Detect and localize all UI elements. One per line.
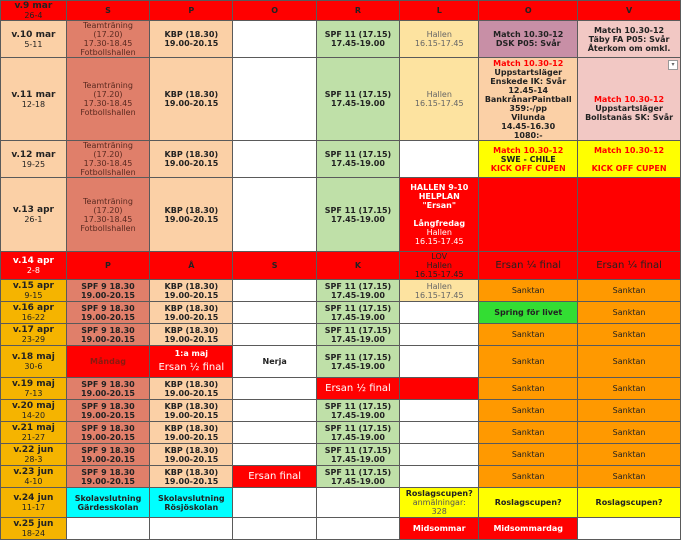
wednesday-cell: Nerja: [233, 346, 316, 378]
wednesday-cell: [233, 400, 316, 422]
sunday-cell: Sanktan: [578, 280, 681, 302]
thursday-cell: SPF 11 (17.15) 17.45-19.00: [316, 58, 399, 141]
holiday-label: 1:a maj: [174, 349, 209, 358]
saturday-cell: Sanktan: [479, 324, 578, 346]
match-time: Match 10.30-12: [493, 58, 564, 68]
day-header-7: V: [578, 1, 681, 21]
week-cell: v.20 maj 14-20: [1, 400, 67, 422]
week-row: [1, 21, 681, 58]
day-header-6: O: [479, 1, 578, 21]
thursday-cell: SPF 11 (17.15) 17.45-19.00: [316, 141, 399, 178]
cup-name: KICK OFF CUPEN: [490, 163, 566, 173]
monday-cell: SPF 9 18.30 19.00-20.15: [66, 466, 149, 488]
monday-cell: Teamträning (17.20) 17.30-18.45 Fotbollshallen: [66, 58, 149, 141]
day-header-1: P: [66, 252, 149, 280]
tuesday-cell: KBP (18.30) 19.00-20.15: [150, 422, 233, 444]
week-row: [1, 346, 681, 378]
friday-cell: [400, 378, 479, 400]
week-cell: v.19 maj 7-13: [1, 378, 67, 400]
saturday-cell: Sanktan: [479, 378, 578, 400]
monday-cell: SPF 9 18.30 19.00-20.15: [66, 422, 149, 444]
saturday-cell: Sanktan: [479, 466, 578, 488]
sunday-cell: [578, 141, 681, 178]
cup-name: KICK OFF CUPEN: [591, 163, 667, 173]
sunday-cell: Roslagscupen?: [578, 488, 681, 518]
tuesday-cell: KBP (18.30) 19.00-20.15: [150, 444, 233, 466]
wednesday-cell: [233, 302, 316, 324]
friday-cell: [400, 324, 479, 346]
week-cell: v.10 mar 5-11: [1, 21, 67, 58]
thursday-cell: SPF 11 (17.15) 17.45-19.00: [316, 280, 399, 302]
sunday-cell: Sanktan: [578, 378, 681, 400]
saturday-cell: [479, 58, 578, 141]
thursday-cell: SPF 11 (17.15) 17.45-19.00: [316, 400, 399, 422]
week-row: [1, 378, 681, 400]
saturday-cell: Midsommardag: [479, 518, 578, 540]
friday-cell: [400, 302, 479, 324]
tuesday-cell: Skolavslutning Rösjöskolan: [150, 488, 233, 518]
week-cell: v.17 apr 23-29: [1, 324, 67, 346]
week-row: [1, 302, 681, 324]
wednesday-cell: [233, 422, 316, 444]
wednesday-cell: [233, 378, 316, 400]
week-cell: v.13 apr 26-1: [1, 178, 67, 252]
thursday-cell: SPF 11 (17.15) 17.45-19.00: [316, 422, 399, 444]
monday-cell: [66, 518, 149, 540]
saturday-cell: Sanktan: [479, 346, 578, 378]
tuesday-cell: KBP (18.30) 19.00-20.15: [150, 21, 233, 58]
week-row: [1, 400, 681, 422]
friday-cell: [400, 444, 479, 466]
sunday-cell: Sanktan: [578, 400, 681, 422]
event-details: Uppstartsläger Enskede IK: Svår 12.45-14 BankrånarPaintball 359:-/pp Vilunda 14.45-16.30 1080:-: [484, 67, 572, 140]
saturday-cell: Sanktan: [479, 444, 578, 466]
monday-cell: SPF 9 18.30 19.00-20.15: [66, 444, 149, 466]
thursday-cell: [316, 488, 399, 518]
thursday-cell: SPF 11 (17.15) 17.45-19.00: [316, 178, 399, 252]
week-cell: v.15 apr 9-15: [1, 280, 67, 302]
week-cell: v.14 apr 2-8: [1, 252, 67, 280]
monday-cell: Teamträning (17.20) 17.30-18.45 Fotbollshallen: [66, 178, 149, 252]
wednesday-cell: [233, 178, 316, 252]
tuesday-cell: KBP (18.30) 19.00-20.15: [150, 324, 233, 346]
friday-cell: [400, 346, 479, 378]
thursday-cell: [316, 518, 399, 540]
sunday-cell: Sanktan: [578, 422, 681, 444]
sunday-cell: Match 10.30-12 Täby FA P05: Svår Återkom om omkl.: [578, 21, 681, 58]
wednesday-cell: [233, 444, 316, 466]
day-header-3: S: [233, 252, 316, 280]
friday-cell: [400, 178, 479, 252]
thursday-cell: SPF 11 (17.15) 17.45-19.00: [316, 466, 399, 488]
week-row: [1, 58, 681, 141]
monday-cell: Måndag: [66, 346, 149, 378]
tuesday-cell: KBP (18.30) 19.00-20.15: [150, 400, 233, 422]
monday-cell: SPF 9 18.30 19.00-20.15: [66, 324, 149, 346]
friday-cell: [400, 400, 479, 422]
day-header-6: Ersan ¼ final: [479, 252, 578, 280]
thursday-cell: SPF 11 (17.15) 17.45-19.00: [316, 21, 399, 58]
monday-cell: Teamträning (17.20) 17.30-18.45 Fotbollshallen: [66, 141, 149, 178]
week-row: [1, 178, 681, 252]
thursday-cell: SPF 11 (17.15) 17.45-19.00: [316, 324, 399, 346]
event-title: HALLEN 9-10 HELPLAN "Ersan" Långfredag: [410, 183, 469, 228]
match-time: Match 10.30-12: [593, 145, 665, 155]
wednesday-cell: [233, 518, 316, 540]
day-header-2: P: [150, 1, 233, 21]
sunday-cell: Sanktan: [578, 324, 681, 346]
saturday-cell: Roslagscupen?: [479, 488, 578, 518]
tuesday-cell: KBP (18.30) 19.00-20.15: [150, 466, 233, 488]
tuesday-cell: KBP (18.30) 19.00-20.15: [150, 378, 233, 400]
week-cell: v.22 jun 28-3: [1, 444, 67, 466]
wednesday-cell: [233, 280, 316, 302]
day-header-7: Ersan ¼ final: [578, 252, 681, 280]
day-header-4: R: [316, 1, 399, 21]
tuesday-cell: KBP (18.30) 19.00-20.15: [150, 141, 233, 178]
tuesday-cell: KBP (18.30) 19.00-20.15: [150, 302, 233, 324]
monday-cell: SPF 9 18.30 19.00-20.15: [66, 378, 149, 400]
day-header-2: Å: [150, 252, 233, 280]
thursday-cell: SPF 11 (17.15) 17.45-19.00: [316, 302, 399, 324]
week-cell: v.25 jun 18-24: [1, 518, 67, 540]
match-time: Match 10.30-12: [593, 94, 665, 104]
header-row: [1, 1, 681, 21]
wednesday-cell: [233, 141, 316, 178]
saturday-cell: Sanktan: [479, 422, 578, 444]
sunday-cell: [578, 518, 681, 540]
wednesday-cell: [233, 21, 316, 58]
friday-cell: Hallen 16.15-17.45: [400, 58, 479, 141]
sunday-cell: Sanktan: [578, 466, 681, 488]
week-row: [1, 324, 681, 346]
saturday-cell: Match 10.30-12 DSK P05: Svår: [479, 21, 578, 58]
week-row: [1, 518, 681, 540]
monday-cell: Teamträning (17.20) 17.30-18.45 Fotbollshallen: [66, 21, 149, 58]
day-header-5: LOV Hallen 16.15-17.45: [400, 252, 479, 280]
day-header-4: K: [316, 252, 399, 280]
match-time: Match 10.30-12: [493, 145, 564, 155]
tuesday-cell: [150, 346, 233, 378]
sunday-cell: Sanktan: [578, 302, 681, 324]
saturday-cell: Sanktan: [479, 280, 578, 302]
wednesday-cell: Ersan final: [233, 466, 316, 488]
thursday-cell: Ersan ½ final: [316, 378, 399, 400]
tuesday-cell: KBP (18.30) 19.00-20.15: [150, 280, 233, 302]
day-header-3: O: [233, 1, 316, 21]
week-cell: v.23 jun 4-10: [1, 466, 67, 488]
sunday-cell: Sanktan: [578, 346, 681, 378]
friday-cell: Hallen 16.15-17.45: [400, 280, 479, 302]
tuesday-cell: KBP (18.30) 19.00-20.15: [150, 58, 233, 141]
monday-cell: SPF 9 18.30 19.00-20.15: [66, 280, 149, 302]
thursday-cell: SPF 11 (17.15) 17.45-19.00: [316, 346, 399, 378]
event-details: SWE - CHILE: [500, 154, 556, 164]
friday-cell: Midsommar: [400, 518, 479, 540]
wednesday-cell: [233, 488, 316, 518]
tuesday-cell: [150, 518, 233, 540]
week-row: [1, 280, 681, 302]
sunday-cell: Sanktan: [578, 444, 681, 466]
saturday-cell: Spring för livet: [479, 302, 578, 324]
week-row: [1, 444, 681, 466]
week-row: [1, 141, 681, 178]
friday-cell: [400, 422, 479, 444]
saturday-cell: [479, 178, 578, 252]
sunday-cell: [578, 178, 681, 252]
tuesday-cell: KBP (18.30) 19.00-20.15: [150, 178, 233, 252]
event-title: Ersan ½ final: [158, 362, 225, 373]
week-cell: v.9 mar 26-4: [1, 1, 67, 21]
monday-cell: Skolavslutning Gärdesskolan: [66, 488, 149, 518]
week-cell: v.21 maj 21-27: [1, 422, 67, 444]
week-row: [1, 422, 681, 444]
event-details: Uppstartsläger Bollstanäs SK: Svår: [585, 103, 674, 122]
week-cell: v.24 jun 11-17: [1, 488, 67, 518]
week-row: [1, 466, 681, 488]
header-row: [1, 252, 681, 280]
week-row: [1, 488, 681, 518]
saturday-cell: Sanktan: [479, 400, 578, 422]
friday-cell: Hallen 16.15-17.45: [400, 21, 479, 58]
week-cell: v.11 mar 12-18: [1, 58, 67, 141]
event-title: Roslagscupen?: [405, 489, 473, 498]
week-cell: v.12 mar 19-25: [1, 141, 67, 178]
monday-cell: SPF 9 18.30 19.00-20.15: [66, 302, 149, 324]
thursday-cell: SPF 11 (17.15) 17.45-19.00: [316, 444, 399, 466]
event-details: Hallen 16.15-17.45: [414, 228, 464, 246]
wednesday-cell: [233, 324, 316, 346]
monday-cell: SPF 9 18.30 19.00-20.15: [66, 400, 149, 422]
day-header-5: L: [400, 1, 479, 21]
dropdown-icon[interactable]: ▾: [668, 60, 678, 70]
friday-cell: [400, 488, 479, 518]
week-cell: v.16 apr 16-22: [1, 302, 67, 324]
week-cell: v.18 maj 30-6: [1, 346, 67, 378]
saturday-cell: [479, 141, 578, 178]
event-details: anmälningar: 328: [412, 498, 466, 516]
friday-cell: [400, 141, 479, 178]
day-header-1: S: [66, 1, 149, 21]
wednesday-cell: [233, 58, 316, 141]
sunday-cell: [578, 58, 681, 141]
friday-cell: [400, 466, 479, 488]
